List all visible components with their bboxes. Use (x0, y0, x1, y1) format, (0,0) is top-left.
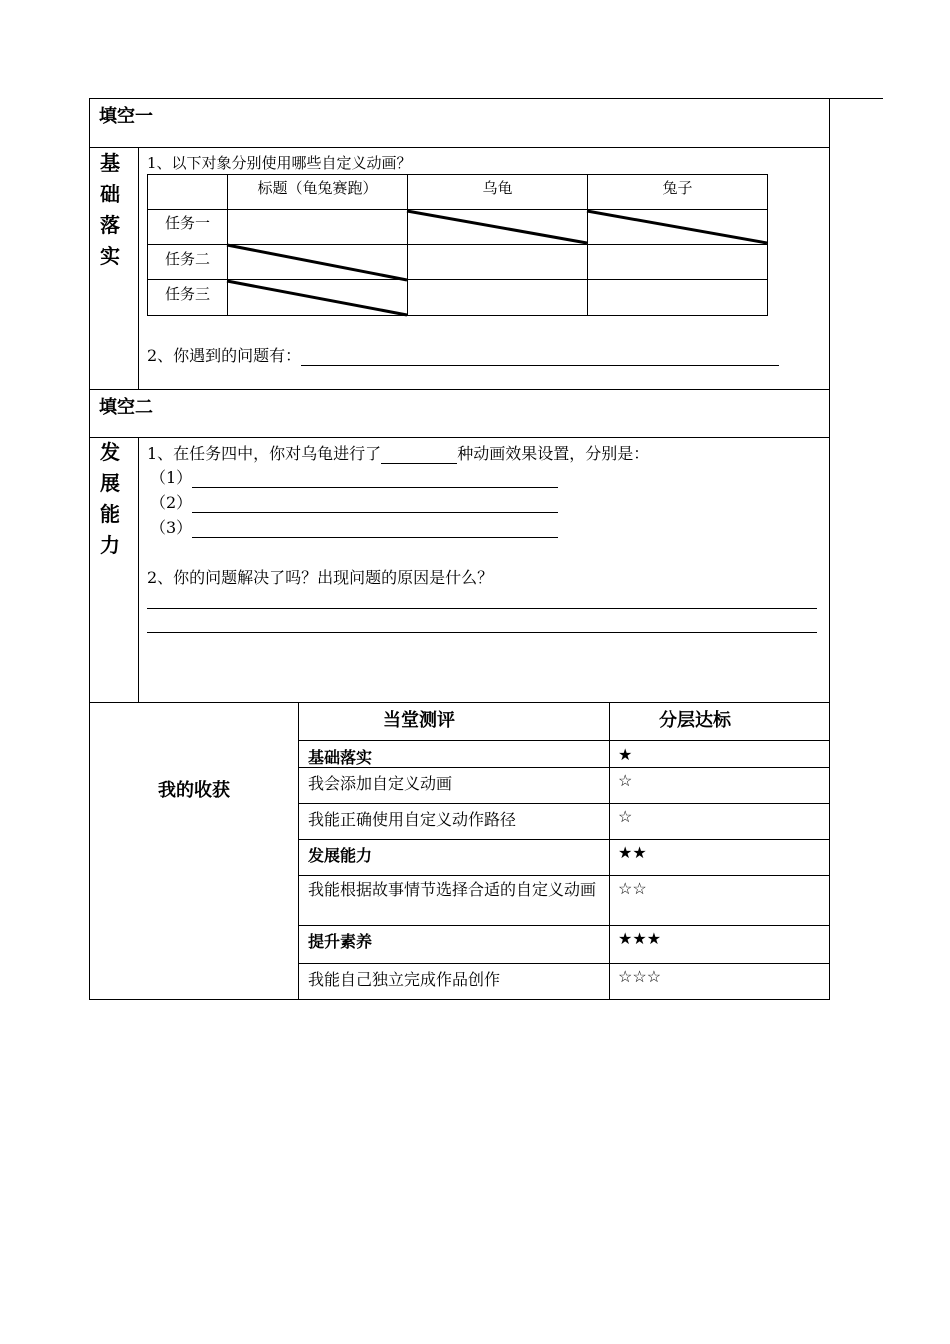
side-char: 落 (100, 213, 120, 237)
eval-item: 我能根据故事情节选择合适的自定义动画 (308, 880, 597, 899)
answer-blank[interactable] (301, 346, 779, 366)
eval-item: 我能自己独立完成作品创作 (308, 970, 501, 989)
section1-question1: 1、以下对象分别使用哪些自定义动画？ (147, 154, 412, 172)
section2-header: 填空二 (99, 397, 153, 418)
star-rating: ★ (618, 745, 633, 764)
answer-line[interactable] (147, 632, 817, 633)
item-line (150, 465, 558, 488)
item-label: （1） (150, 468, 193, 487)
question1-label: 1、在任务四中，你对乌龟进行了 (147, 444, 382, 463)
side-char: 基 (100, 151, 120, 175)
star-rating: ☆☆☆ (618, 967, 662, 986)
slash-line (227, 245, 407, 280)
eval-column-header: 当堂测评 (383, 710, 455, 731)
table-row-header: 任务二 (164, 250, 210, 268)
item-line (150, 515, 558, 538)
section2-side-label (98, 437, 122, 561)
slash-line (227, 281, 407, 315)
item-label: （2） (150, 493, 193, 512)
not-applicable-slashes (0, 0, 950, 400)
table-column-header: 兔子 (662, 179, 693, 197)
table-column-header: 标题（龟兔赛跑） (257, 179, 378, 197)
side-char: 发 (100, 440, 120, 464)
star-rating: ☆☆ (618, 879, 647, 898)
side-char: 础 (100, 182, 120, 206)
level-column-header: 分层达标 (659, 710, 731, 731)
harvest-label: 我的收获 (158, 780, 230, 801)
eval-category: 提升素养 (308, 932, 373, 951)
slash-line (407, 211, 587, 243)
answer-line[interactable] (147, 608, 817, 609)
star-rating: ★★★ (618, 929, 662, 948)
side-char: 实 (100, 244, 120, 268)
section2-question2: 2、你的问题解决了吗？出现问题的原因是什么？ (147, 568, 494, 587)
side-char: 力 (100, 533, 120, 557)
table-row-header: 任务三 (164, 285, 210, 303)
answer-blank[interactable] (192, 493, 558, 513)
question2-label: 2、你遇到的问题有： (147, 346, 302, 365)
section2-question1 (147, 441, 649, 464)
table-row-header: 任务一 (164, 214, 210, 232)
table-column-header: 乌龟 (482, 179, 513, 197)
answer-blank[interactable] (192, 468, 558, 488)
star-rating: ★★ (618, 843, 647, 862)
answer-blank[interactable] (192, 518, 558, 538)
section1-header: 填空一 (99, 106, 153, 127)
side-char: 能 (100, 502, 120, 526)
count-blank[interactable] (381, 444, 457, 464)
eval-item: 我会添加自定义动画 (308, 774, 453, 793)
eval-category: 基础落实 (308, 748, 373, 767)
side-char: 展 (100, 471, 120, 495)
item-label: （3） (150, 518, 193, 537)
item-line (150, 490, 558, 513)
section1-question2 (147, 343, 779, 366)
eval-category: 发展能力 (308, 846, 373, 865)
star-rating: ☆ (618, 807, 633, 826)
question1-label-tail: 种动画效果设置，分别是： (457, 444, 650, 463)
slash-line (587, 211, 767, 243)
eval-item: 我能正确使用自定义动作路径 (308, 810, 517, 829)
star-rating: ☆ (618, 771, 633, 790)
